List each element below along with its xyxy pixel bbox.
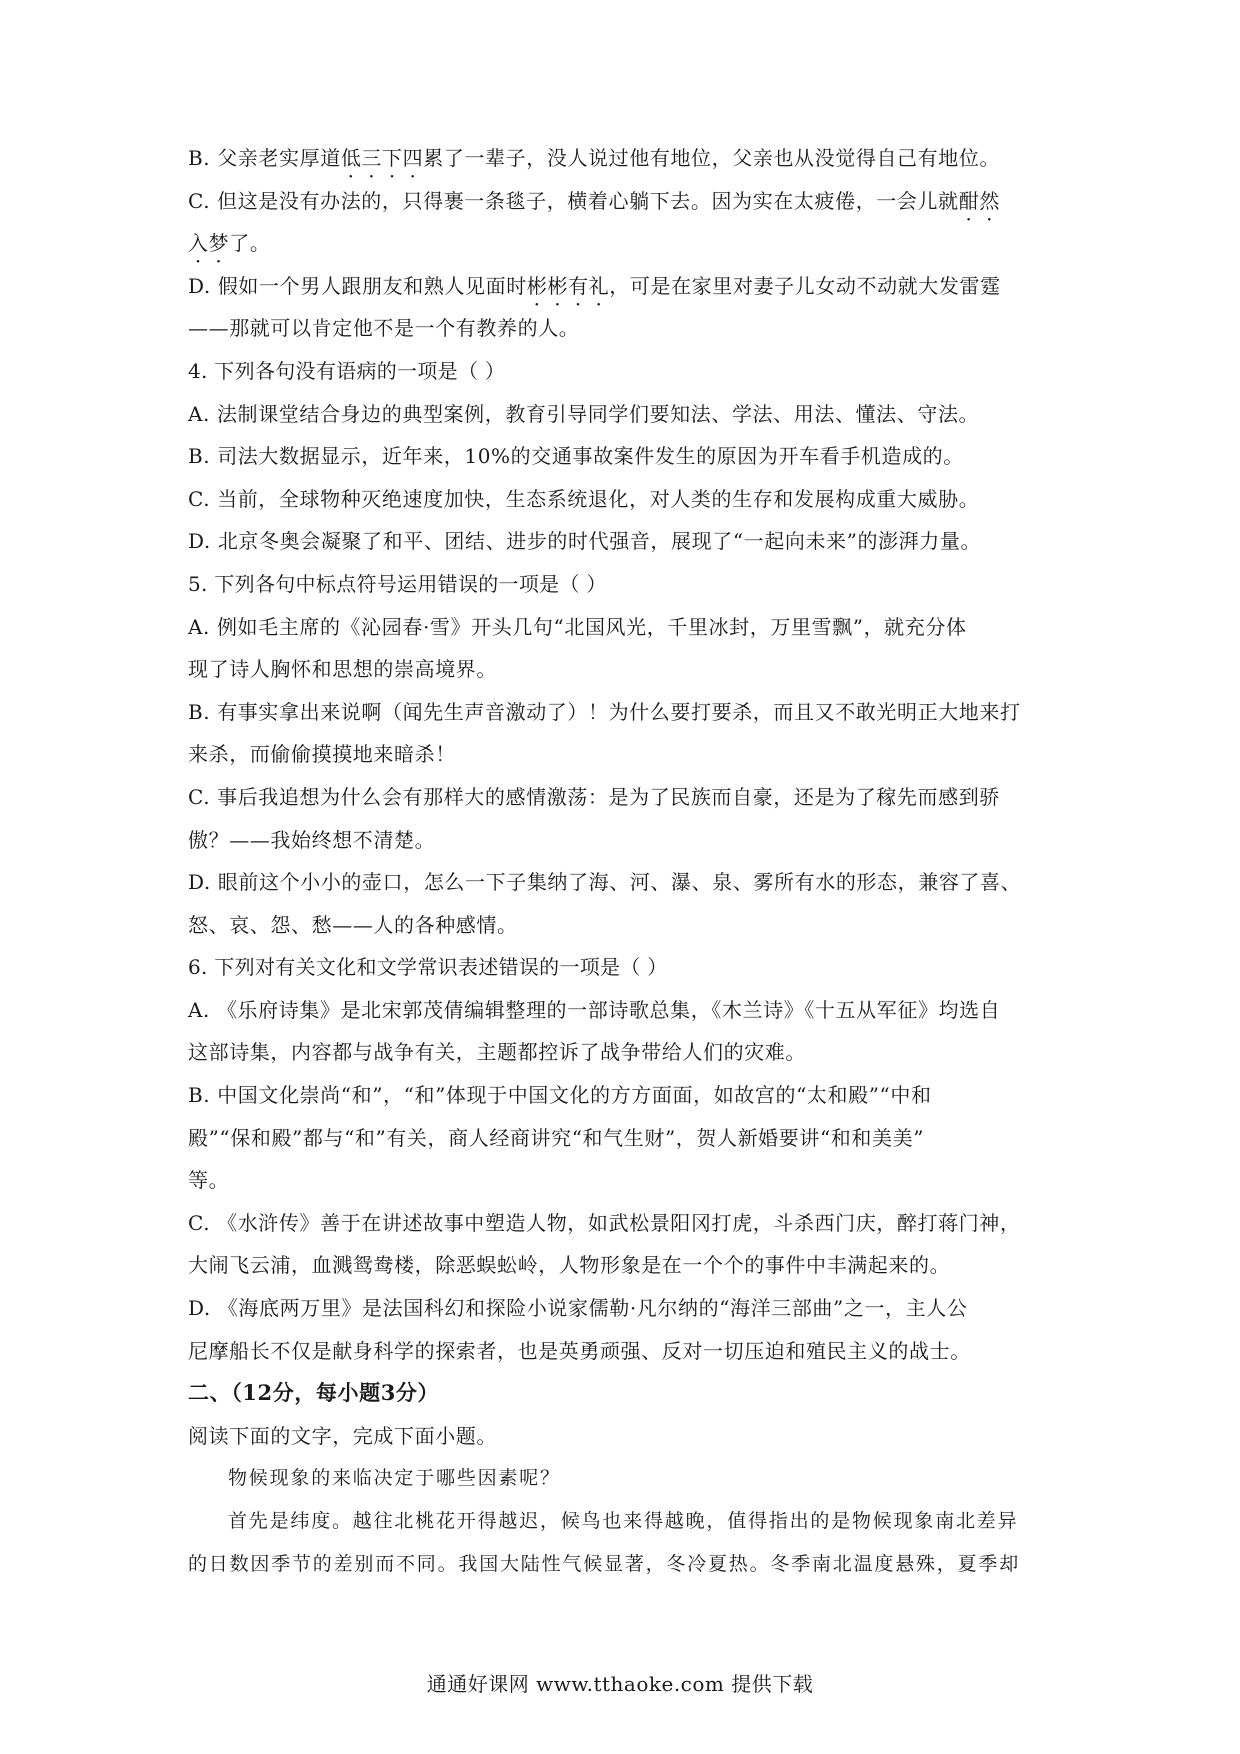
text-line-b-1 [188,146,1058,170]
text-line-passage-title [188,1466,1058,1490]
text-line-q6-b1 [188,1083,1058,1107]
text-line-q6-a2 [188,1040,1058,1064]
text-segment: D. 《海底两万里》是法国科幻和探险小说家儒勒·凡尔纳的“海洋三部曲”之一，主人公 [188,1296,968,1321]
document-body [188,146,1058,1594]
emphasis-dotted-phrase: 入梦 [188,231,230,256]
text-segment: B. 父亲老实厚道 [188,146,341,170]
emphasis-dotted-phrase: 彬彬有礼 [526,273,610,298]
text-line-passage-2 [188,1552,1058,1576]
text-segment: 首先是纬度。越往北桃花开得越迟，候鸟也来得越晚，值得指出的是物候现象南北差异 [228,1510,1019,1532]
text-line-q6-b3 [188,1168,1058,1192]
text-segment: 这部诗集，内容都与战争有关，主题都控诉了战争带给人们的灾难。 [188,1040,806,1065]
text-segment: 大闹飞云浦，血溅鸳鸯楼，除恶蜈蚣岭，人物形象是在一个个的事件中丰满起来的。 [188,1253,951,1278]
text-line-q5 [188,572,1058,596]
text-line-q5-d2 [188,913,1058,937]
text-segment: 等。 [188,1168,230,1193]
text-segment: 尼摩船长不仅是献身科学的探索者，也是英勇顽强、反对一切压迫和殖民主义的战士。 [188,1338,971,1363]
text-segment: 来杀，而偷偷摸摸地来暗杀！ [188,742,456,767]
text-segment: C. 事后我追想为什么会有那样大的感情激荡：是为了民族而自豪，还是为了稼先而感到骄 [188,784,1000,809]
text-line-q6-c2 [188,1253,1058,1277]
text-line-d-1 [188,274,1058,298]
text-segment: D. 眼前这个小小的壶口，怎么一下子集纳了海、河、瀑、泉、雾所有水的形态，兼容了喜、 [188,870,1022,895]
text-line-instruction [188,1424,1058,1448]
text-line-q6-d2 [188,1339,1058,1363]
text-segment: A. 《乐府诗集》是北宋郭茂倩编辑整理的一部诗歌总集，《木兰诗》《十五从军征》均选自 [188,997,1001,1022]
text-line-q5-b1 [188,700,1058,724]
text-segment: B. 中国文化崇尚“和”，“和”体现于中国文化的方方面面，如故宫的“太和殿”“中和 [188,1083,932,1108]
text-line-passage-1 [188,1509,1058,1533]
text-segment: B. 有事实拿出来说啊（闻先生声音激动了）！为什么要打要杀，而且又不敢光明正大地来打 [188,699,1021,724]
text-line-d-2 [188,316,1058,340]
text-segment: 累了一辈子，没人说过他有地位，父亲也从没觉得自己有地位。 [423,146,1001,170]
text-segment: C. 当前，全球物种灭绝速度加快，生态系统退化，对人类的生存和发展构成重大威胁。 [188,486,980,511]
text-segment: 二、（12分，每小题3分） [188,1380,440,1406]
text-line-q5-c2 [188,828,1058,852]
text-line-q6-a1 [188,998,1058,1022]
text-line-q4-b [188,444,1058,468]
text-segment: D. 假如一个男人跟朋友和熟人见面时 [188,273,527,298]
text-segment: 的日数因季节的差别而不同。我国大陆性气候显著，冬冷夏热。冬季南北温度悬殊，夏季却 [188,1552,1021,1575]
text-line-q5-a2 [188,657,1058,681]
emphasis-dotted-phrase: 低三下四 [340,146,424,170]
text-line-q6-c1 [188,1211,1058,1235]
text-segment: 怒、哀、怨、愁——人的各种感情。 [188,912,518,937]
text-line-q5-c1 [188,785,1058,809]
text-segment: 现了诗人胸怀和思想的崇高境界。 [188,657,497,682]
text-segment: ，可是在家里对妻子儿女动不动就大发雷霆 [609,273,1001,298]
emphasis-dotted-phrase: 酣然 [958,188,1000,213]
text-line-q6-b2 [188,1126,1058,1150]
text-segment: ——那就可以肯定他不是一个有教养的人。 [188,316,580,341]
text-segment: 物候现象的来临决定于哪些因素呢？ [228,1467,561,1490]
text-segment: 4. 下列各句没有语病的一项是（ ） [188,358,506,383]
text-segment: 5. 下列各句中标点符号运用错误的一项是（ ） [188,571,607,596]
text-segment: 殿”“保和殿”都与“和”有关，商人经商讲究“和气生财”，贺人新婚要讲“和和美美” [188,1125,925,1150]
text-segment: 6. 下列对有关文化和文学常识表述错误的一项是（ ） [188,955,668,980]
text-segment: 傲？——我始终想不清楚。 [188,827,436,852]
text-line-q5-a1 [188,615,1058,639]
text-line-q5-b2 [188,742,1058,766]
text-line-q6 [188,955,1058,979]
text-segment: A. 例如毛主席的《沁园春·雪》开头几句“北国风光，千里冰封，万里雪飘”，就充分体 [188,614,967,639]
text-segment: C. 但这是没有办法的，只得裹一条毯子，横着心躺下去。因为实在太疲倦，一会儿就 [188,188,959,213]
text-line-q4-d [188,529,1058,553]
text-segment: D. 北京冬奥会凝聚了和平、团结、进步的时代强音，展现了“一起向未来”的澎湃力量。 [188,529,982,554]
text-segment: A. 法制课堂结合身边的典型案例，教育引导同学们要知法、学法、用法、懂法、守法。 [188,401,980,426]
text-segment: B. 司法大数据显示，近年来，10%的交通事故案件发生的原因为开车看手机造成的。 [188,444,964,469]
text-line-q5-d1 [188,870,1058,894]
text-line-q6-d1 [188,1296,1058,1320]
text-line-c-1 [188,189,1058,213]
text-line-q4 [188,359,1058,383]
text-segment: 了。 [229,231,271,256]
text-line-q4-a [188,402,1058,426]
page-footer: 通通好课网 www.tthaoke.com 提供下载 [426,1672,814,1696]
text-segment: 阅读下面的文字，完成下面小题。 [188,1423,497,1448]
text-line-section-2 [188,1381,1058,1405]
text-segment: C. 《水浒传》善于在讲述故事中塑造人物，如武松景阳冈打虎，斗杀西门庆，醉打蒋门神， [188,1210,1021,1235]
text-line-q4-c [188,487,1058,511]
text-line-c-2 [188,231,1058,255]
